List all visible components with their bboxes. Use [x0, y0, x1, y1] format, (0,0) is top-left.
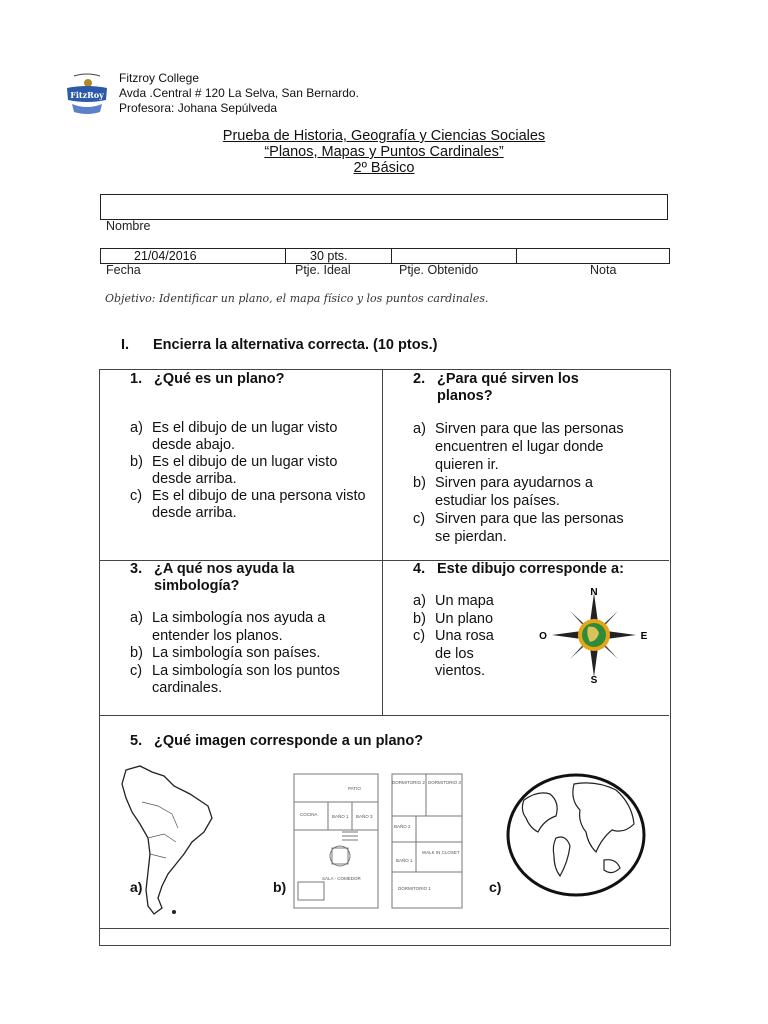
option-b[interactable]: b) Sirven para ayudarnos a estudiar los países.: [413, 475, 593, 509]
option-a[interactable]: a) Es el dibujo de un lugar visto desde abajo.: [130, 420, 338, 453]
name-field[interactable]: [100, 194, 668, 220]
question-3: [130, 561, 368, 698]
south-america-map-image[interactable]: [118, 762, 218, 920]
option-c[interactable]: c) Sirven para que las personas se pierdan.: [413, 511, 624, 545]
score-table: [100, 248, 670, 264]
option-a[interactable]: a) La simbología nos ayuda a entender los planos.: [130, 610, 326, 644]
school-address: Avda .Central # 120 La Selva, San Bernardo.: [119, 86, 359, 100]
question-title: Este dibujo corresponde a:: [437, 561, 624, 577]
ideal-score-value: 30 pts.: [286, 249, 392, 263]
compass-n: N: [590, 587, 598, 598]
grade-field[interactable]: [517, 249, 669, 263]
globe-image[interactable]: [504, 772, 648, 898]
option-b[interactable]: b) Es el dibujo de un lugar visto desde arriba.: [130, 454, 338, 487]
question-5: [130, 733, 630, 750]
svg-text:SALA - COMEDOR: SALA - COMEDOR: [322, 876, 361, 881]
question-2: [413, 371, 628, 546]
question-title: ¿Para qué sirven los planos?: [437, 371, 579, 404]
grade-label: Nota: [590, 263, 617, 277]
question-number: 5.: [130, 733, 143, 749]
question-title: ¿Qué imagen corresponde a un plano?: [154, 733, 424, 749]
option-c[interactable]: c) Es el dibujo de una persona visto desde arriba.: [130, 488, 366, 521]
question-number: 1.: [130, 371, 143, 387]
grade-level: 2º Básico: [353, 160, 415, 176]
section-number: I.: [121, 337, 130, 353]
svg-text:DORMITORIO 2: DORMITORIO 2: [392, 780, 425, 785]
obtained-score-field[interactable]: [392, 249, 517, 263]
objective-text: Objetivo: Identificar un plano, el mapa físico y los puntos cardinales.: [105, 292, 489, 305]
svg-text:COCINA: COCINA: [300, 812, 318, 817]
option-b[interactable]: b) Un plano: [413, 610, 494, 627]
svg-text:BAÑO 3: BAÑO 3: [356, 814, 373, 819]
date-value[interactable]: 21/04/2016: [101, 249, 286, 263]
floor-plan-image[interactable]: [292, 772, 464, 910]
section-heading: [121, 337, 438, 353]
question-1: [130, 371, 378, 522]
option-a[interactable]: a) Un mapa: [413, 593, 494, 609]
test-subtitle: “Planos, Mapas y Puntos Cardinales”: [264, 144, 504, 160]
option-a[interactable]: a) Sirven para que las personas encuentren el lugar donde quieren ir.: [413, 421, 624, 473]
school-logo: [62, 70, 112, 120]
row-divider: [99, 715, 669, 716]
test-title-block: [100, 128, 668, 176]
svg-text:BAÑO 1: BAÑO 1: [396, 858, 413, 863]
column-divider: [382, 369, 383, 715]
option-c[interactable]: c) Una rosa de los vientos.: [413, 628, 494, 679]
date-label: Fecha: [106, 263, 141, 277]
question-title: ¿A qué nos ayuda la simbología?: [154, 561, 295, 594]
name-label: Nombre: [106, 219, 151, 233]
svg-text:PATIO: PATIO: [348, 786, 361, 791]
ideal-score-label: Ptje. Ideal: [295, 263, 351, 277]
compass-s: S: [590, 675, 598, 685]
option-c[interactable]: c) La simbología son los puntos cardinales.: [130, 662, 340, 696]
logo-text: FitzRoy: [70, 90, 104, 100]
svg-text:DORMITORIO 3: DORMITORIO 3: [428, 780, 461, 785]
obtained-score-label: Ptje. Obtenido: [399, 263, 479, 277]
svg-text:DORMITORIO 1: DORMITORIO 1: [398, 886, 431, 891]
svg-text:BAÑO 1: BAÑO 1: [332, 814, 349, 819]
section-title: Encierra la alternativa correcta. (10 ptos.): [153, 337, 438, 353]
question-number: 3.: [130, 561, 143, 577]
school-name: Fitzroy College: [119, 71, 200, 85]
option-b[interactable]: b) La simbología son países.: [130, 645, 321, 661]
image-label-b: b): [273, 879, 287, 895]
compass-rose-icon: [534, 585, 650, 685]
row-divider: [99, 928, 669, 929]
svg-text:BAÑO 2: BAÑO 2: [394, 824, 411, 829]
image-label-c: c): [489, 879, 502, 895]
compass-e: E: [640, 631, 648, 642]
test-title: Prueba de Historia, Geografía y Ciencias Sociales: [222, 128, 546, 144]
svg-text:WALK IN CLOSET: WALK IN CLOSET: [422, 850, 460, 855]
question-number: 4.: [413, 561, 426, 577]
question-title: ¿Qué es un plano?: [154, 371, 285, 387]
compass-o: O: [539, 631, 547, 642]
school-info: [119, 71, 359, 116]
teacher-name: Profesora: Johana Sepúlveda: [119, 101, 278, 115]
question-number: 2.: [413, 371, 426, 387]
image-label-a: a): [130, 879, 143, 895]
